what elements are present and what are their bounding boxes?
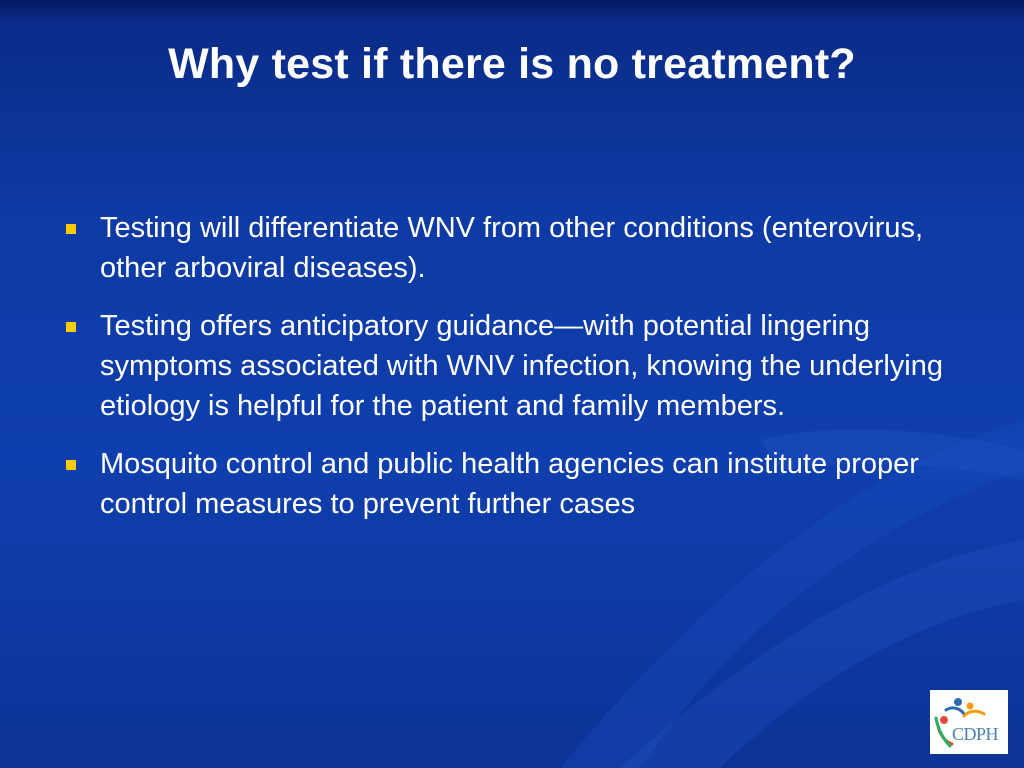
square-bullet-icon xyxy=(66,322,76,332)
bullet-item xyxy=(62,208,982,288)
square-bullet-icon xyxy=(66,460,76,470)
bullet-text: Testing will differentiate WNV from other conditions (enterovirus, other arboviral diseases). xyxy=(100,212,924,284)
slide-title: Why test if there is no treatment? xyxy=(168,40,856,88)
bullet-text: Testing offers anticipatory guidance—with potential lingering symptoms associated with WNV infection, knowing the underlying etiology is helpful for the patient and family members. xyxy=(100,310,943,422)
bullet-text: Mosquito control and public health agencies can institute proper control measures to prevent further cases xyxy=(100,448,919,520)
logo-text: CDPH xyxy=(952,724,999,744)
bullet-item xyxy=(62,444,982,524)
bullet-list xyxy=(62,208,982,542)
bullet-item xyxy=(62,306,982,426)
cdph-logo xyxy=(930,690,1008,754)
square-bullet-icon xyxy=(66,224,76,234)
